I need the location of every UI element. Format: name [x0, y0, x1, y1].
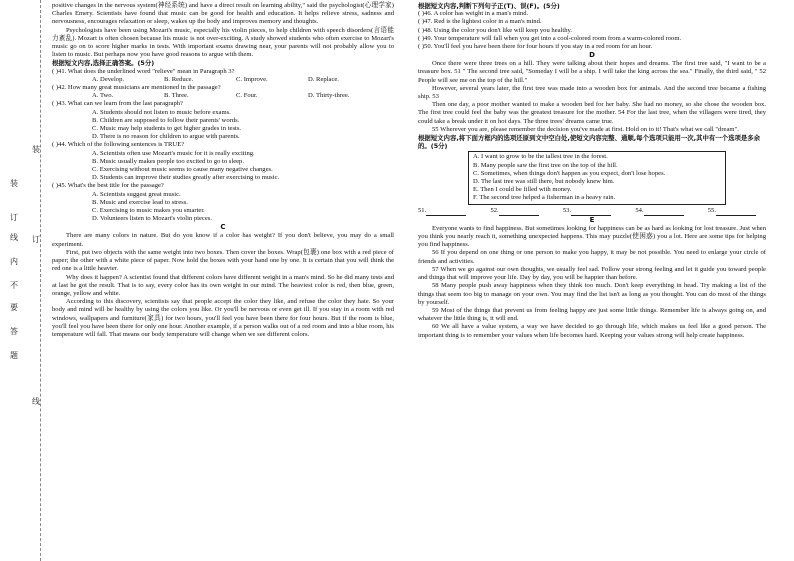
blank-label: 54. — [635, 206, 644, 214]
paragraph: Everyone wants to find happiness. But sometimes looking for happiness can be as hard as looking for lost treasure. Just when you think you nearly reach it, something unexpected happens. This may puzzle(使困惑) you a lot. Here are some tips for helping you find happiness. — [418, 224, 766, 249]
question-41 — [52, 68, 394, 84]
tf-question[interactable]: ( )46. A color has weight in a man's mind. — [418, 10, 529, 18]
option[interactable]: B. Children are supposed to follow their parents' words. — [92, 116, 240, 124]
paragraph: positive changes in the nervous system(神经系统) and have a direct result on learning ability," said the psychologist(心理学家) Charles Emery. Scientists have found that music can be good for health and education. It helps relieve stress, sadness and nervousness, encourages relaxation or sleep, wakes up the body and improves memory and thoughts. — [52, 2, 394, 26]
blank-label: 53. — [562, 206, 572, 214]
question-stem: ( )43. What can we learn from the last paragraph? — [52, 100, 183, 108]
question-stem: ( )41. What does the underlined word "relieve" mean in Paragraph 3? — [52, 67, 235, 75]
margin-char: 题 — [10, 351, 18, 360]
answer-blank[interactable] — [571, 207, 611, 216]
paragraph: Once there were three trees on a hill. They were talking about their hopes and dreams. The first tree said, "I want to be a treasure box. 51 " The second tree said, "Someday I will be a ship. I will take the king across the sea." Finally, the third said, " 52 People will see me on the top of the hill." — [418, 60, 766, 84]
option[interactable]: D. Volunteers listen to Mozart's violin pieces. — [92, 215, 212, 223]
option[interactable]: B. Music and exercise lead to stress. — [92, 198, 188, 206]
margin-char: 要 — [10, 303, 18, 312]
box-option: F. The second tree helped a fisherman in a heavy rain. — [473, 194, 616, 202]
question-stem: ( )44. Which of the following sentences is TRUE? — [52, 141, 185, 149]
margin-char: 装 — [10, 179, 18, 188]
paragraph: Why does it happen? A scientist found that different colors have different weight in a man's mind. So he did many tests and at last he got the result. That is to say, every color has its own weight in our mind. The heaviest color is red, then blue, green, orange, yellow and white. — [52, 273, 394, 297]
blank-label: 52. — [490, 206, 499, 214]
left-column — [52, 2, 394, 339]
paragraph: 57 When we go against our own thoughts, we usually feel sad. Follow your strong feeling and let it guide you toward people and things that will improve your life. Day by day, you will be happier than before. — [418, 265, 766, 282]
paragraph: Psychologists have been using Mozart's music, especially his violin pieces, to help children with speech disorders(言语能力紊乱). Mozart is often chosen because his music is not over-exciting. A study showed students who often exercise to Mozart's music go on to score higher marks in tests. With important exams drawing near, your parents will not probably allow you to listen to music. But perhaps now you have good reasons to argue with them. — [52, 26, 394, 59]
option[interactable]: A. Two. — [92, 92, 114, 100]
box-option: D. The last tree was still there, but nobody knew him. — [473, 178, 615, 186]
option[interactable]: A. Scientists often use Mozart's music for it is really exciting. — [92, 149, 255, 157]
paragraph: 58 Many people push away happiness when they think too much. Don't keep everything in head. Try making a list of the things that seem too big to manage on your own. You may find the list isn't as long as you thought. You can do most of the things by yourself. — [418, 282, 766, 306]
options-box — [468, 151, 726, 204]
paragraph: 56 If you depend on one thing or one person to make you happy, it may be not possible. You need to enlarge your circle of friends and activities. — [418, 249, 766, 265]
option[interactable]: C. Four. — [236, 92, 258, 100]
option[interactable]: A. Scientists suggest great music. — [92, 190, 181, 198]
answer-blank[interactable] — [426, 207, 466, 216]
option[interactable]: D. Students can improve their studies greatly after exercising to music. — [92, 174, 280, 182]
paragraph: According to this discovery, scientists say that people accept the color they like, and refuse the color they hate. So your body and mind will be healthy by using the colors you like. Or you'll be nervous or even get ill. If you stay in a room with red windows, wallpapers and furniture(家具) for two hours, you'll feel you have been there for four hours. But if the room is blue, you'll feel you have been there for only one hour. Another example, if a person walks out of a red room and into a blue room, his temperature will fall. That means our body temperature will change when we see different colors. — [52, 298, 394, 338]
option[interactable]: B. Three. — [164, 92, 189, 100]
paragraph: 60 We all have a value system, a way we have decided to go through life, which makes us feel like a good person. The important thing is to remember your values when life becomes hard. Keeping your values strong will help create happiness. — [418, 323, 766, 339]
section-heading-e: E — [589, 215, 595, 224]
paragraph: Then one day, a poor mother wanted to make a wooden bed for her baby. She had no money, so she chose the wooden box. The first tree could feel the baby was the greatest treasure for the mother. 54 For the last tree, when the villagers were tired, they could take a break under it on hot days. The three trees' dreams came true. — [418, 101, 766, 125]
tf-question[interactable]: ( )47. Red is the lightest color in a man's mind. — [418, 18, 542, 26]
section-instruction: 根据短文内容,选择正确答案。(5分) — [52, 59, 155, 68]
option[interactable]: D. Thirty-three. — [308, 92, 350, 100]
question-42 — [52, 84, 394, 100]
tf-question[interactable]: ( )50. You'll feel you have been there for four hours if you stay in a red room for an hour. — [418, 43, 653, 51]
box-option: C. Sometimes, when things don't happen as you expect, don't lose hopes. — [473, 169, 666, 177]
margin-side-char: 订 — [32, 235, 40, 244]
option[interactable]: C. Improve. — [236, 75, 268, 83]
question-44 — [52, 141, 394, 182]
tf-question[interactable]: ( )49. Your temperature will fall when you get into a cool-colored room from a warm-colored room. — [418, 34, 682, 42]
option[interactable]: C. Exercising to music makes you smarter. — [92, 207, 205, 215]
margin-char: 内 — [10, 257, 18, 266]
binding-margin — [2, 0, 44, 561]
margin-char: 答 — [10, 327, 18, 336]
paragraph: There are many colors in nature. But do you know if a color has weight? If you don't believe, you may do a small experiment. — [52, 232, 394, 248]
margin-side-char: 装 — [32, 145, 40, 154]
paragraph: However, several years later, the first tree was made into a wooden box for animals. And the second tree became a fishing ship. 53 — [418, 84, 766, 101]
section-heading-d: D — [589, 51, 595, 60]
tf-question[interactable]: ( )48. Using the color you don't like will keep you healthy. — [418, 26, 573, 34]
margin-char: 订 — [10, 213, 18, 222]
question-stem: ( )45. What's the best title for the passage? — [52, 182, 164, 190]
question-stem: ( )42. How many great musicians are mentioned in the passage? — [52, 84, 221, 92]
option[interactable]: D. Replace. — [308, 75, 339, 83]
option[interactable]: B. Music usually makes people too excited to go to sleep. — [92, 157, 244, 165]
question-45 — [52, 182, 394, 223]
answer-blank[interactable] — [499, 207, 539, 216]
option[interactable]: A. Students should not listen to music before exams. — [92, 108, 231, 116]
blank-label: 51. — [418, 206, 427, 214]
margin-side-char: 线 — [32, 397, 40, 406]
right-column — [418, 2, 766, 340]
option[interactable]: B. Reduce. — [164, 75, 194, 83]
answer-blank[interactable] — [716, 207, 756, 216]
box-option: A. I want to grow to be the tallest tree in the forest. — [473, 153, 608, 161]
box-option: B. Many people saw the first tree on the top of the hill. — [473, 161, 618, 169]
answer-blank[interactable] — [644, 207, 684, 216]
option[interactable]: C. Music may help students to get higher grades in tests. — [92, 125, 242, 133]
paragraph: 59 Most of the things that prevent us from feeling happy are just some little things. Remember life is always going on, and whatever the little thing is, it will end. — [418, 306, 766, 323]
section-instruction: 根据短文内容,将下面方框内的选项还原到文中空白处,使短文内容完整、通顺,每个选项只能用一次,其中有一个选项是多余的。(5分) — [418, 134, 761, 151]
blank-label: 55. — [707, 206, 716, 214]
paragraph: 55 Wherever you are, please remember the decision you've made at first. Hold on to it! That's what we call "dream". — [432, 125, 739, 133]
question-43 — [52, 100, 394, 141]
paragraph: First, put two objects with the same weight into two boxes. Then cover the boxes. Wrap(包裹) one box with a red piece of paper; the other with a white piece of paper. Now hold the boxes with your hand one by one. It is certain that you will think the red one is a little heavier. — [52, 248, 394, 273]
margin-char: 不 — [10, 281, 18, 290]
margin-char: 线 — [10, 233, 18, 242]
binding-line — [40, 0, 41, 561]
option[interactable]: A. Develop. — [92, 75, 125, 83]
section-heading-c: C — [220, 223, 226, 232]
option[interactable]: D. There is no reason for children to argue with parents. — [92, 133, 240, 141]
answer-blanks — [418, 207, 766, 216]
option[interactable]: C. Exercising without music seems to cause many negative changes. — [92, 166, 273, 174]
box-option: E. Then I could be filled with money. — [473, 186, 572, 194]
section-instruction: 根据短文内容,判断下列句子正(T)、误(F)。(5分) — [418, 2, 560, 10]
